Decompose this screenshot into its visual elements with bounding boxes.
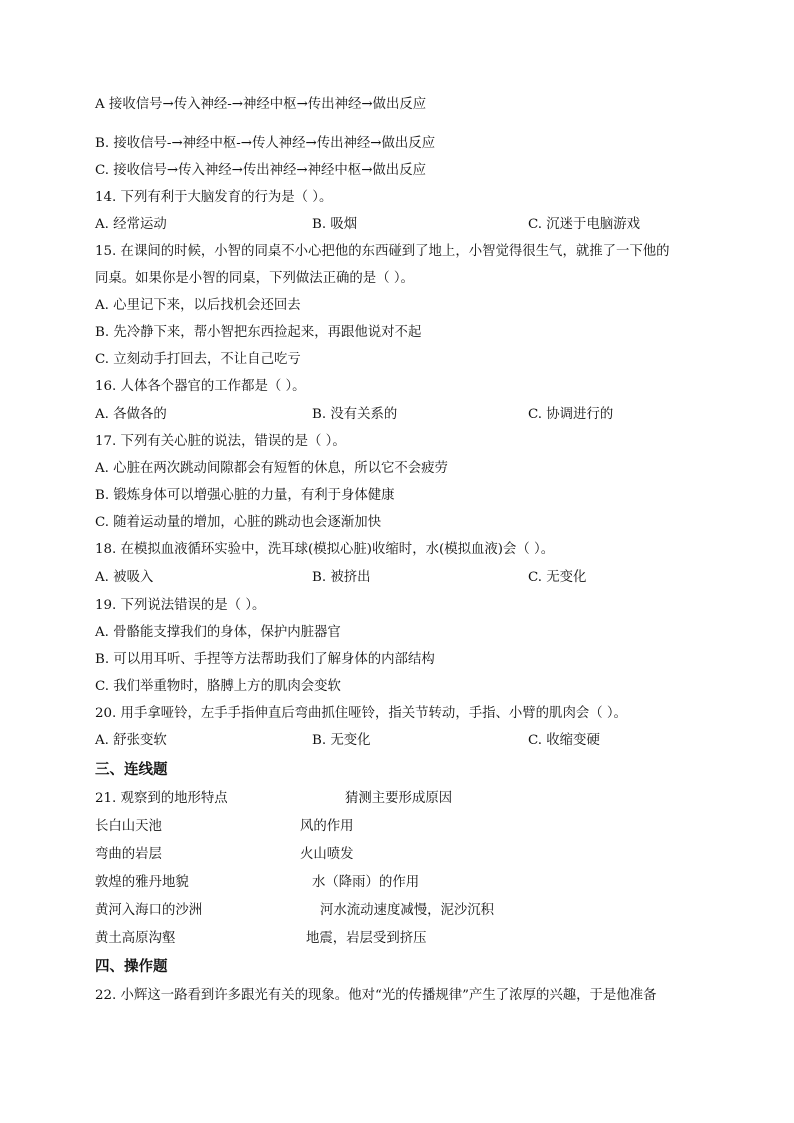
q19-option-c: C. 我们举重物时，胳膊上方的肌肉会变软 xyxy=(95,679,341,694)
q16-option-c: C. 协调进行的 xyxy=(528,407,614,422)
q15-option-c: C. 立刻动手打回去，不让自己吃亏 xyxy=(95,352,301,367)
q16-option-a: A. 各做各的 xyxy=(95,407,167,422)
q17-stem: 17. 下列有关心脏的说法，错误的是（ ）。 xyxy=(95,434,346,449)
match-right-4: 河水流动速度减慢，泥沙沉积 xyxy=(320,903,495,918)
q19-option-a: A. 骨骼能支撑我们的身体，保护内脏器官 xyxy=(95,625,341,640)
match-right-1: 风的作用 xyxy=(300,819,354,834)
match-left-5: 黄土高原沟壑 xyxy=(95,931,176,946)
q15-option-a: A. 心里记下来，以后找机会还回去 xyxy=(95,298,301,313)
q13-option-a: A 接收信号→传入神经-→神经中枢→传出神经→做出反应 xyxy=(95,97,427,112)
q14-stem: 14. 下列有利于大脑发育的行为是（ ）。 xyxy=(95,190,333,205)
q20-option-b: B. 无变化 xyxy=(312,733,371,748)
q17-option-a: A. 心脏在两次跳动间隙都会有短暂的休息，所以它不会疲劳 xyxy=(95,461,448,476)
q21-left-header: 21. 观察到的地形特点 xyxy=(95,791,228,806)
match-left-4: 黄河入海口的沙洲 xyxy=(95,903,203,918)
match-left-1: 长白山天池 xyxy=(95,819,162,834)
q19-stem: 19. 下列说法错误的是（ ）。 xyxy=(95,598,266,613)
match-left-3: 敦煌的雅丹地貌 xyxy=(95,875,189,890)
section-3-heading: 三、连线题 xyxy=(95,762,168,778)
q18-option-c: C. 无变化 xyxy=(528,570,587,585)
q13-option-c: C. 接收信号→传入神经→传出神经→神经中枢→做出反应 xyxy=(95,163,426,178)
q15-stem-line2: 同桌。如果你是小智的同桌，下列做法正确的是（ ）。 xyxy=(95,271,414,286)
q18-option-a: A. 被吸入 xyxy=(95,570,154,585)
q20-option-c: C. 收缩变硬 xyxy=(528,733,600,748)
section-4-heading: 四、操作题 xyxy=(95,959,168,975)
q18-option-b: B. 被挤出 xyxy=(312,570,371,585)
q21-right-header: 猜测主要形成原因 xyxy=(345,791,453,806)
match-right-3: 水（降雨）的作用 xyxy=(312,875,420,890)
q17-option-b: B. 锻炼身体可以增强心脏的力量，有利于身体健康 xyxy=(95,488,395,503)
match-right-2: 火山喷发 xyxy=(300,847,354,862)
q15-option-b: B. 先冷静下来，帮小智把东西捡起来，再跟他说对不起 xyxy=(95,325,422,340)
q14-option-c: C. 沉迷于电脑游戏 xyxy=(528,217,641,232)
q19-option-b: B. 可以用耳听、手捏等方法帮助我们了解身体的内部结构 xyxy=(95,652,435,667)
q22-stem: 22. 小辉这一路看到许多跟光有关的现象。他对“光的传播规律”产生了浓厚的兴趣，于是他准备 xyxy=(95,988,657,1003)
match-right-5: 地震，岩层受到挤压 xyxy=(306,931,427,946)
q20-stem: 20. 用手拿哑铃，左手手指伸直后弯曲抓住哑铃，指关节转动，手指、小臂的肌肉会（ ）。 xyxy=(95,706,627,721)
q14-option-a: A. 经常运动 xyxy=(95,217,167,232)
q13-option-b: B. 接收信号-→神经中枢-→传人神经→传出神经→做出反应 xyxy=(95,136,436,151)
q16-stem: 16. 人体各个器官的工作都是（ ）。 xyxy=(95,379,306,394)
q14-option-b: B. 吸烟 xyxy=(312,217,358,232)
q20-option-a: A. 舒张变软 xyxy=(95,733,167,748)
q15-stem-line1: 15. 在课间的时候，小智的同桌不小心把他的东西碰到了地上，小智觉得很生气，就推了一下他的 xyxy=(95,244,670,259)
q16-option-b: B. 没有关系的 xyxy=(312,407,398,422)
q18-stem: 18. 在模拟血液循环实验中，洗耳球(模拟心脏)收缩时，水(模拟血液)会（ ）。 xyxy=(95,542,555,557)
match-left-2: 弯曲的岩层 xyxy=(95,847,162,862)
q17-option-c: C. 随着运动量的增加，心脏的跳动也会逐渐加快 xyxy=(95,515,382,530)
